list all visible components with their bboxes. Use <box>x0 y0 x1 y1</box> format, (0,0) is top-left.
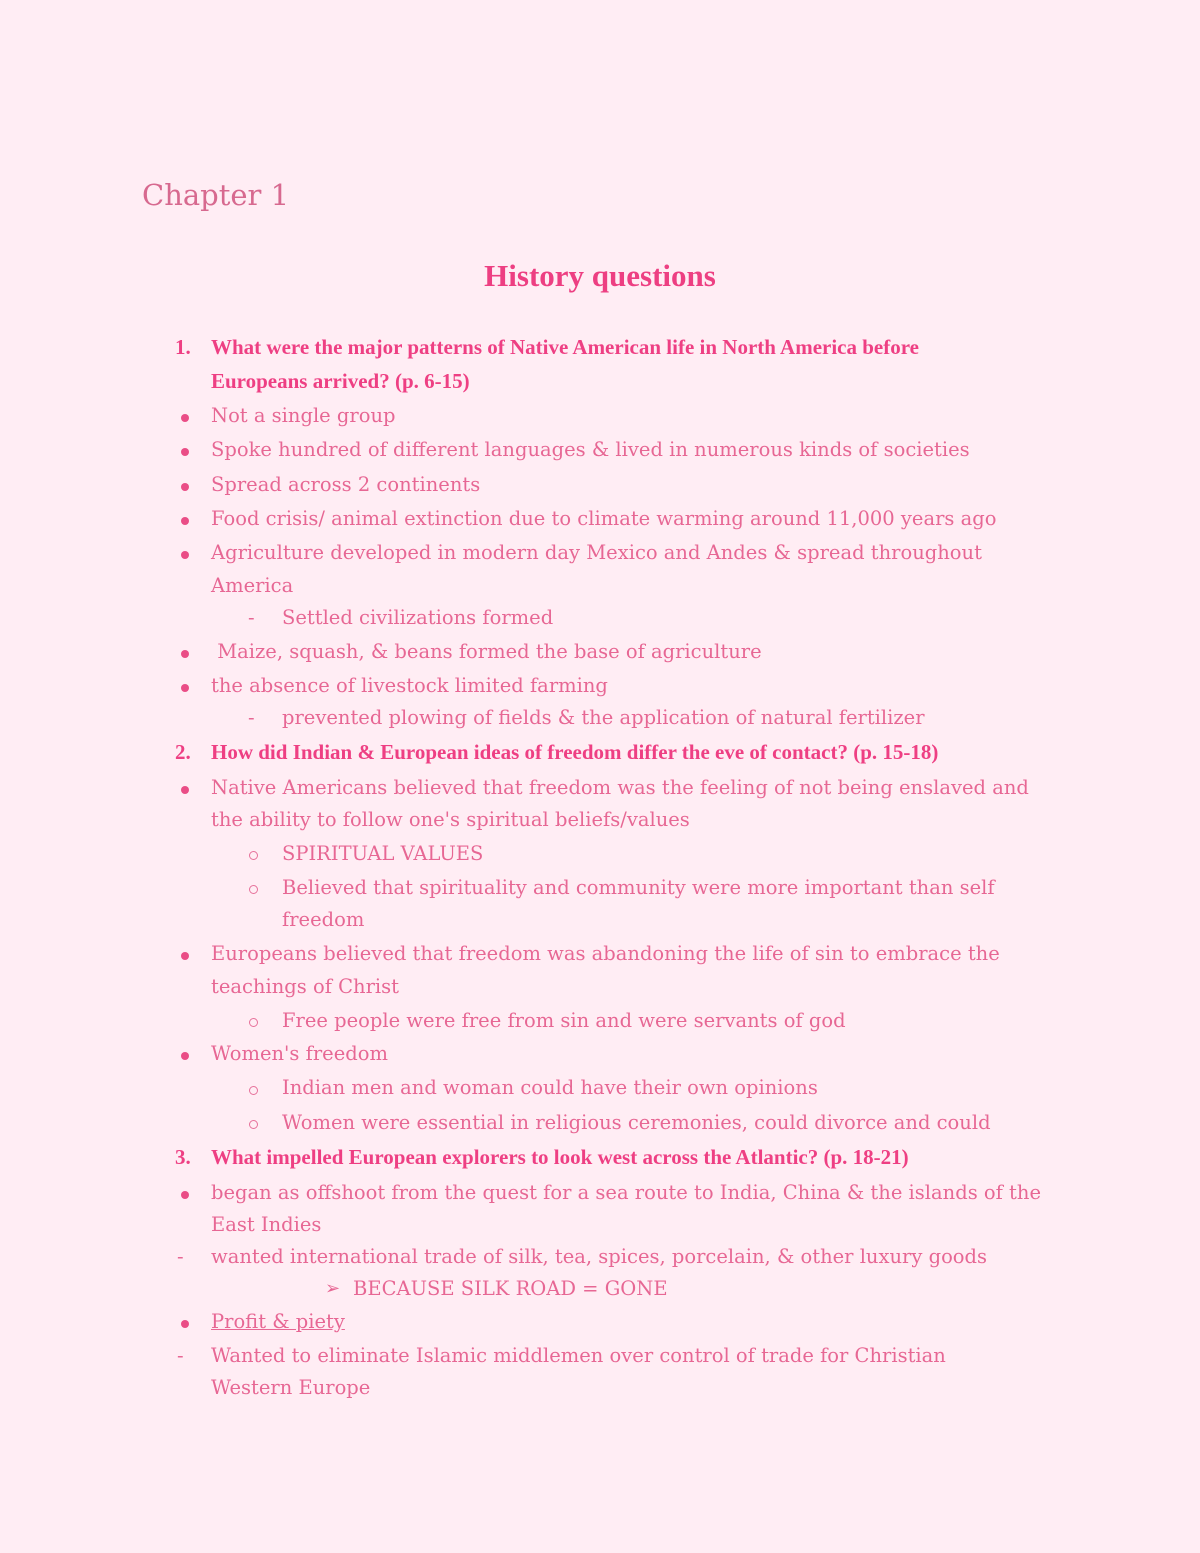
hollow-bullet-icon <box>249 851 258 860</box>
bullet-icon <box>181 414 189 422</box>
bullet-icon <box>181 517 189 525</box>
hollow-bullet-icon <box>249 1086 258 1095</box>
list-item: Agriculture developed in modern day Mexico and Andes & spread throughout <box>211 541 982 564</box>
arrow-bullet-icon: ➢ <box>325 1278 341 1299</box>
bullet-icon <box>181 786 189 794</box>
sub-item: BECAUSE SILK ROAD = GONE <box>353 1277 668 1300</box>
sub-item: Women were essential in religious ceremonies, could divorce and could <box>282 1111 991 1134</box>
sub-item: Indian men and woman could have their own opinions <box>282 1076 818 1099</box>
page-title: History questions <box>484 258 716 293</box>
question-1-text-cont: Europeans arrived? (p. 6-15) <box>211 369 470 393</box>
bullet-icon <box>181 650 189 658</box>
list-item: Food crisis/ animal extinction due to climate warming around 11,000 years ago <box>211 507 997 530</box>
list-item-cont: the ability to follow one's spiritual beliefs/values <box>211 808 690 831</box>
bullet-icon <box>181 1191 189 1199</box>
question-1-text: What were the major patterns of Native American life in North America before <box>211 335 919 359</box>
bullet-icon <box>181 551 189 559</box>
bullet-icon <box>181 952 189 960</box>
bullet-icon <box>181 483 189 491</box>
list-item: Europeans believed that freedom was abandoning the life of sin to embrace the <box>211 942 1000 965</box>
list-item: Women's freedom <box>211 1042 388 1065</box>
question-2-number: 2. <box>175 740 191 764</box>
list-item: Not a single group <box>211 404 396 427</box>
list-item: Maize, squash, & beans formed the base of agriculture <box>211 640 762 663</box>
question-2-text: How did Indian & European ideas of freedom differ the eve of contact? (p. 15-18) <box>211 740 939 764</box>
sub-item: Free people were free from sin and were servants of god <box>282 1009 846 1032</box>
dash-marker: - <box>177 1245 184 1268</box>
bullet-icon <box>181 684 189 692</box>
question-3-text: What impelled European explorers to look west across the Atlantic? (p. 18-21) <box>211 1145 909 1169</box>
sub-item: SPIRITUAL VALUES <box>282 842 484 865</box>
list-item: wanted international trade of silk, tea, spices, porcelain, & other luxury goods <box>211 1245 988 1268</box>
dash-marker: - <box>248 606 255 629</box>
hollow-bullet-icon <box>249 1120 258 1129</box>
list-item-cont: teachings of Christ <box>211 975 400 998</box>
question-1-number: 1. <box>175 335 191 359</box>
list-item-underlined: Profit & piety <box>211 1310 345 1333</box>
dash-marker: - <box>177 1344 184 1367</box>
bullet-icon <box>181 1320 189 1328</box>
list-item: Wanted to eliminate Islamic middlemen over control of trade for Christian <box>211 1344 946 1367</box>
list-item: the absence of livestock limited farming <box>211 674 608 697</box>
list-item: Spoke hundred of different languages & lived in numerous kinds of societies <box>211 438 970 461</box>
sub-item: Believed that spirituality and community were more important than self <box>282 876 995 899</box>
hollow-bullet-icon <box>249 885 258 894</box>
dash-marker: - <box>248 706 255 729</box>
sub-item: Settled civilizations formed <box>282 606 554 629</box>
hollow-bullet-icon <box>249 1018 258 1027</box>
sub-item: prevented plowing of fields & the application of natural fertilizer <box>282 706 925 729</box>
list-item-cont: East Indies <box>211 1213 322 1236</box>
list-item-cont: America <box>211 574 294 597</box>
bullet-icon <box>181 1052 189 1060</box>
list-item: began as offshoot from the quest for a sea route to India, China & the islands of the <box>211 1181 1041 1204</box>
list-item-cont: Western Europe <box>211 1376 371 1399</box>
list-item: Spread across 2 continents <box>211 473 481 496</box>
list-item: Native Americans believed that freedom was the feeling of not being enslaved and <box>211 776 1029 799</box>
question-3-number: 3. <box>175 1145 191 1169</box>
sub-item-cont: freedom <box>282 908 365 931</box>
bullet-icon <box>181 448 189 456</box>
chapter-heading: Chapter 1 <box>142 178 290 212</box>
